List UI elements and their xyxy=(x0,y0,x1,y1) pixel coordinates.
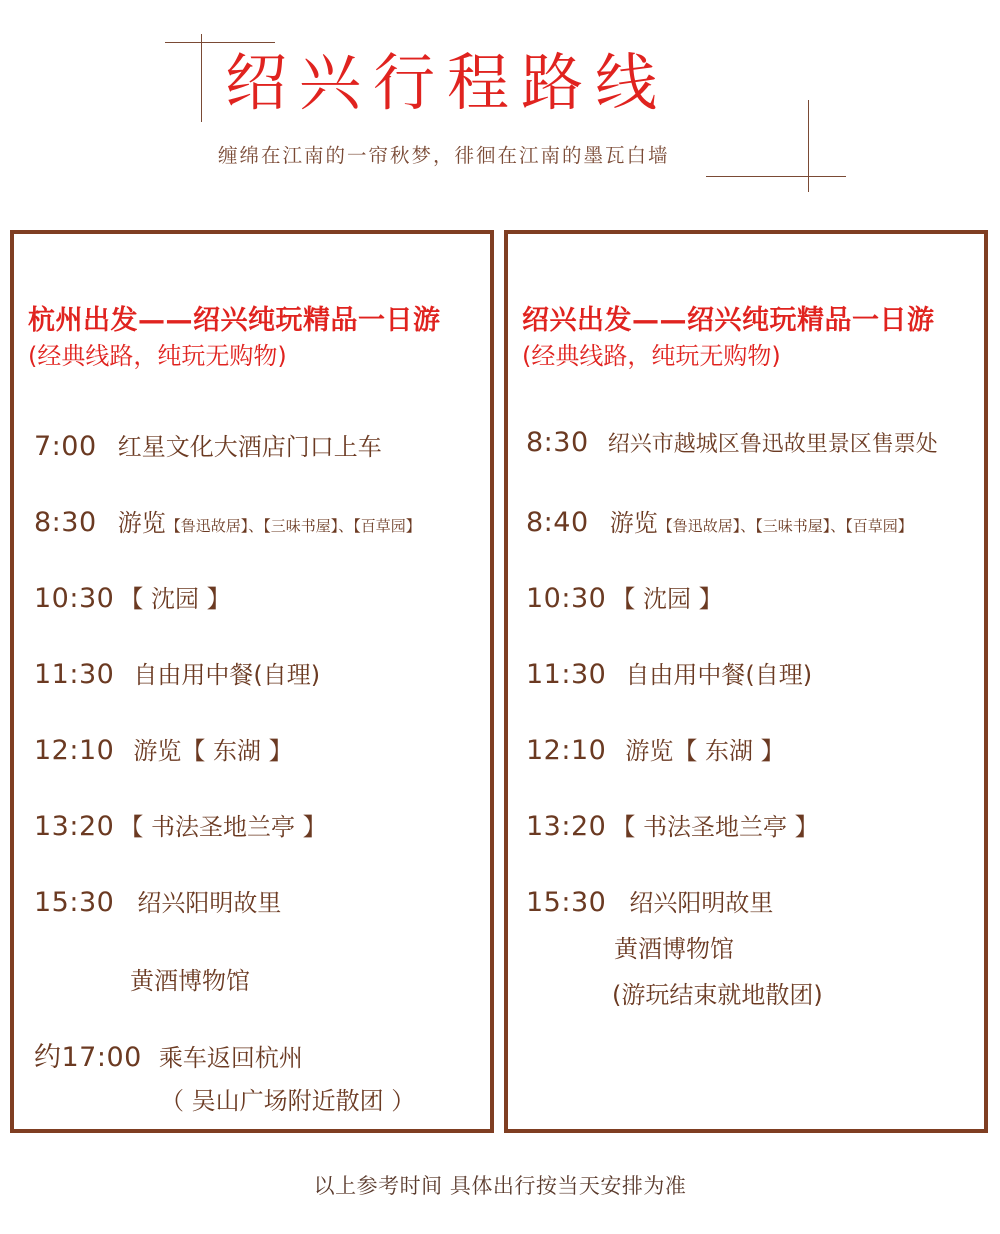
schedule-item xyxy=(526,731,785,766)
schedule-desc: 【 书法圣地兰亭 】 xyxy=(611,813,819,841)
schedule-item xyxy=(526,579,723,614)
schedule-item xyxy=(34,1035,303,1074)
schedule-desc: 红星文化大酒店门口上车 xyxy=(117,433,382,461)
card-note: (经典线路，纯玩无购物) xyxy=(28,342,287,370)
page-title: 绍兴行程路线 xyxy=(225,46,670,119)
decor-line xyxy=(201,34,202,122)
schedule-extra: （ 吴山广场附近散团 ） xyxy=(160,1087,416,1115)
decor-line xyxy=(706,176,846,177)
schedule-time: 8:40 xyxy=(526,507,589,538)
schedule-desc: 【 沈园 】 xyxy=(611,585,723,613)
schedule-desc: 绍兴阳明故里 xyxy=(629,889,774,917)
schedule-time: 12:10 xyxy=(526,735,607,766)
schedule-desc: 【 沈园 】 xyxy=(119,585,231,613)
schedule-desc: 【 书法圣地兰亭 】 xyxy=(119,813,327,841)
schedule-extra: 黄酒博物馆 xyxy=(614,935,734,963)
schedule-desc: 绍兴阳明故里 xyxy=(137,889,282,917)
card-note: (经典线路，纯玩无购物) xyxy=(522,342,781,370)
schedule-time: 13:20 xyxy=(526,811,607,842)
schedule-item xyxy=(34,731,293,766)
schedule-desc: 乘车返回杭州 xyxy=(158,1044,303,1072)
schedule-time: 15:30 xyxy=(34,887,115,918)
schedule-desc: 游览【 东湖 】 xyxy=(625,737,785,765)
schedule-desc: 游览【 东湖 】 xyxy=(133,737,293,765)
page-subtitle: 缠绵在江南的一帘秋梦，徘徊在江南的墨瓦白墙 xyxy=(218,144,670,167)
schedule-item xyxy=(34,655,320,690)
schedule-item xyxy=(526,655,812,690)
schedule-item xyxy=(526,807,819,842)
schedule-item xyxy=(34,883,281,918)
schedule-desc: 游览 xyxy=(117,509,166,537)
schedule-time: 11:30 xyxy=(34,659,115,690)
schedule-item xyxy=(526,503,913,538)
card-title: 绍兴出发——绍兴纯玩精品一日游 xyxy=(522,305,935,336)
schedule-time: 10:30 xyxy=(526,583,607,614)
schedule-desc: 自由用中餐(自理) xyxy=(625,661,813,689)
schedule-desc: 绍兴市越城区鲁迅故里景区售票处 xyxy=(607,432,938,457)
schedule-time: 8:30 xyxy=(526,427,589,458)
schedule-time: 10:30 xyxy=(34,583,115,614)
schedule-extra: 黄酒博物馆 xyxy=(130,967,250,995)
schedule-desc-detail: 【鲁迅故居】、【三味书屋】、【百草园】 xyxy=(657,517,913,535)
schedule-extra: (游玩结束就地散团) xyxy=(612,981,823,1009)
schedule-time: 7:00 xyxy=(34,431,97,462)
itinerary-card-hangzhou xyxy=(10,230,494,1133)
schedule-time: 15:30 xyxy=(526,887,607,918)
header xyxy=(0,0,1000,210)
footer-note: 以上参考时间 具体出行按当天安排为准 xyxy=(313,1174,687,1198)
itinerary-card-shaoxing xyxy=(504,230,988,1133)
schedule-time: 8:30 xyxy=(34,507,97,538)
card-title: 杭州出发——绍兴纯玩精品一日游 xyxy=(28,305,441,336)
decor-line xyxy=(808,100,809,192)
schedule-time: 约17:00 xyxy=(34,1042,142,1073)
schedule-time: 13:20 xyxy=(34,811,115,842)
schedule-desc-detail: 【鲁迅故居】、【三味书屋】、【百草园】 xyxy=(165,517,421,535)
schedule-item xyxy=(34,503,421,538)
schedule-desc: 游览 xyxy=(609,509,658,537)
schedule-item xyxy=(34,579,231,614)
schedule-time: 11:30 xyxy=(526,659,607,690)
schedule-item xyxy=(526,883,773,918)
schedule-time: 12:10 xyxy=(34,735,115,766)
schedule-item xyxy=(526,427,938,458)
schedule-item xyxy=(34,427,382,462)
schedule-item xyxy=(34,807,327,842)
schedule-desc: 自由用中餐(自理) xyxy=(133,661,321,689)
